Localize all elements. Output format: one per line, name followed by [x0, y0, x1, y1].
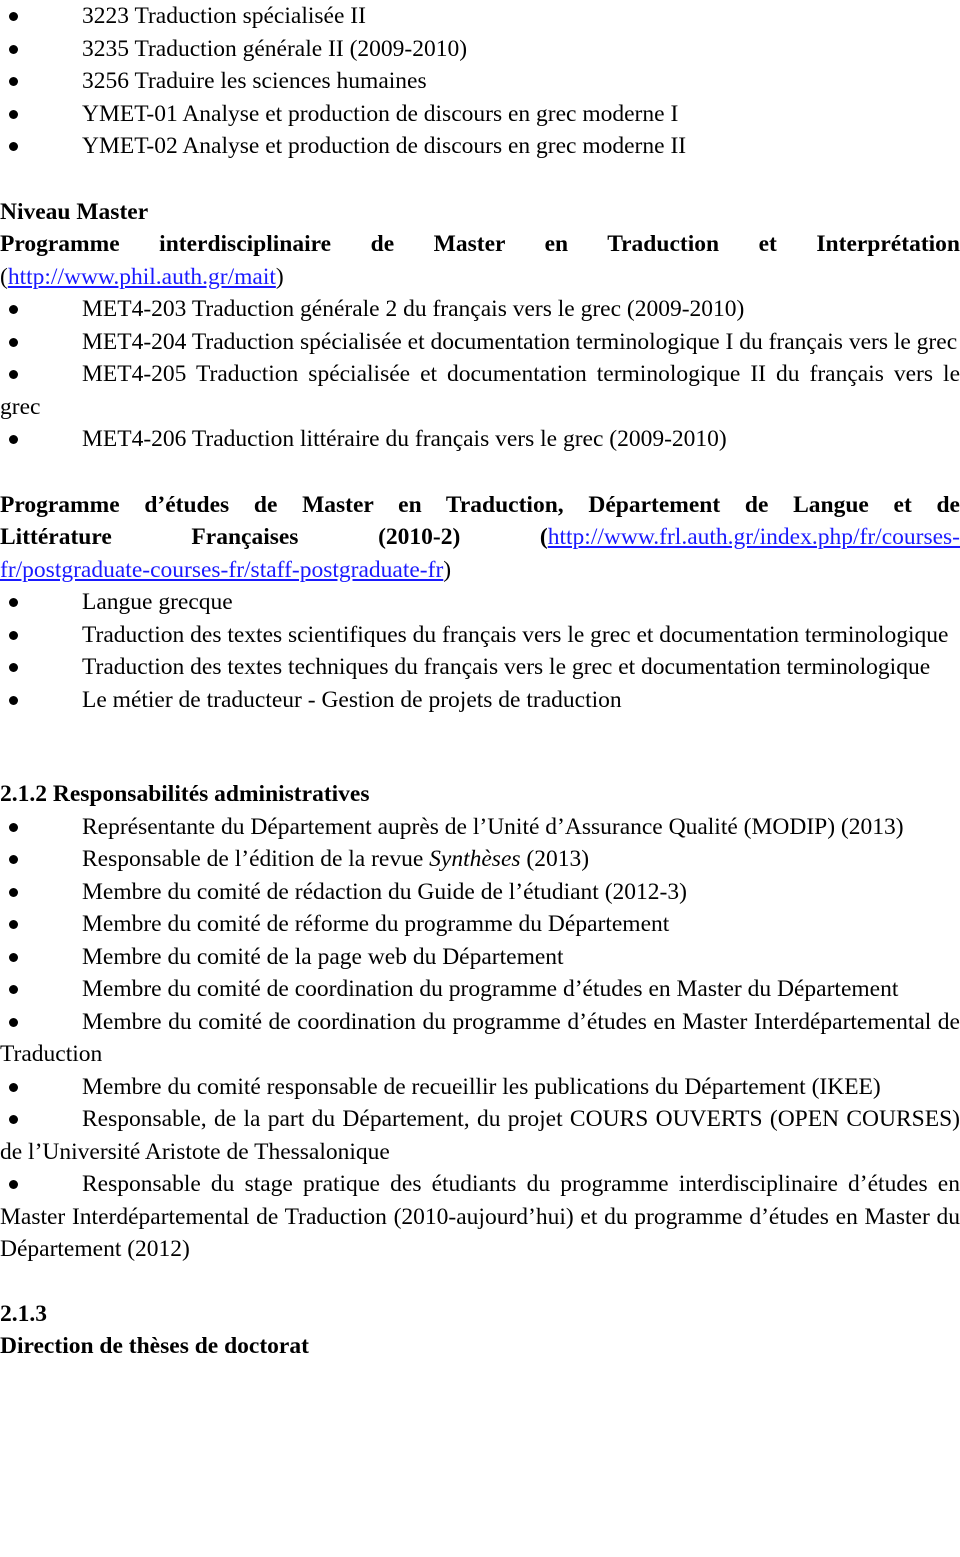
program2-course-list: [0, 586, 960, 716]
bullet-icon: [9, 142, 18, 151]
bullet-icon: [9, 888, 18, 897]
list-item: YMET-02 Analyse et production de discours en grec moderne II: [0, 130, 960, 163]
list-item: Membre du comité de coordination du programme d’études en Master du Département: [0, 973, 960, 1006]
bullet-icon: [9, 77, 18, 86]
bullet-icon: [9, 855, 18, 864]
section-212-heading: 2.1.2 Responsabilités administratives: [0, 781, 370, 807]
program2-title-line2: Littérature Françaises (2010-2) (http://www.frl.auth.gr/index.php/fr/courses-: [0, 524, 960, 550]
bullet-icon: [9, 12, 18, 21]
list-item: Membre du comité de coordination du programme d’études en Master Interdépartemental de Traduction: [0, 1008, 960, 1067]
bullet-icon: [9, 920, 18, 929]
program2-link-part2[interactable]: fr/postgraduate-courses-fr/staff-postgraduate-fr: [0, 556, 444, 583]
bullet-icon: [9, 1083, 18, 1092]
list-item: Membre du comité responsable de recueillir les publications du Département (IKEE): [0, 1071, 960, 1104]
program2-link-part1[interactable]: http://www.frl.auth.gr/index.php/fr/courses-: [547, 524, 960, 550]
revue-title: Synthèses: [429, 846, 521, 872]
spacer: [0, 716, 960, 778]
list-item: 3256 Traduire les sciences humaines: [0, 65, 960, 98]
bullet-icon: [9, 985, 18, 994]
bullet-icon: [9, 45, 18, 54]
list-item: Traduction des textes scientifiques du français vers le grec et documentation terminologique: [0, 619, 960, 652]
bullet-icon: [9, 953, 18, 962]
list-item: Membre du comité de rédaction du Guide de l’étudiant (2012-3): [0, 876, 960, 909]
bullet-icon: [9, 598, 18, 607]
program1-title: Programme interdisciplinaire de Master en Traduction et Interprétation: [0, 231, 960, 257]
list-item: Le métier de traducteur - Gestion de projets de traduction: [0, 684, 960, 717]
list-item: YMET-01 Analyse et production de discours en grec moderne I: [0, 98, 960, 131]
list-item: Membre du comité de réforme du programme du Département: [0, 908, 960, 941]
list-item: MET4-204 Traduction spécialisée et documentation terminologique I du français vers le grec: [0, 326, 960, 359]
bullet-icon: [9, 631, 18, 640]
list-item: MET4-203 Traduction générale 2 du français vers le grec (2009-2010): [0, 293, 960, 326]
bullet-icon: [9, 696, 18, 705]
list-item: Responsable, de la part du Département, du projet COURS OUVERTS (OPEN COURSES) de l’Université Aristote de Thessalonique: [0, 1106, 960, 1165]
bullet-icon: [9, 110, 18, 119]
list-item: 3235 Traduction générale II (2009-2010): [0, 33, 960, 66]
bullet-icon: [9, 1180, 18, 1189]
list-item: MET4-205 Traduction spécialisée et documentation terminologique II du français vers le grec: [0, 361, 960, 420]
spacer: [0, 163, 960, 196]
list-item: Traduction des textes techniques du français vers le grec et documentation terminologique: [0, 651, 960, 684]
responsibilities-list: [0, 811, 960, 1266]
list-item: Membre du comité de la page web du Département: [0, 941, 960, 974]
program1-link[interactable]: http://www.phil.auth.gr/mait: [7, 263, 276, 290]
spacer: [0, 456, 960, 489]
program2-title-line1: Programme d’études de Master en Traduction, Département de Langue et de: [0, 491, 960, 518]
list-item: Langue grecque: [0, 586, 960, 619]
list-item: 3223 Traduction spécialisée II: [0, 0, 960, 33]
program1-link-line: (http://www.phil.auth.gr/mait): [0, 263, 284, 290]
bullet-icon: [9, 338, 18, 347]
bullet-icon: [9, 305, 18, 314]
bullet-icon: [9, 663, 18, 672]
section-213-number: 2.1.3: [0, 1300, 47, 1327]
spacer: [0, 1266, 960, 1298]
bullet-icon: [9, 435, 18, 444]
section-213-heading: Direction de thèses de doctorat: [0, 1333, 309, 1359]
list-item: MET4-206 Traduction littéraire du français vers le grec (2009-2010): [0, 423, 960, 456]
course-list-top: [0, 0, 960, 163]
program2-link-line: fr/postgraduate-courses-fr/staff-postgraduate-fr): [0, 556, 452, 583]
bullet-icon: [9, 1115, 18, 1124]
list-item: Représentante du Département auprès de l’Unité d’Assurance Qualité (MODIP) (2013): [0, 811, 960, 844]
bullet-icon: [9, 823, 18, 832]
list-item: Responsable de l’édition de la revue Synthèses (2013): [0, 843, 960, 876]
master-heading: Niveau Master: [0, 198, 149, 225]
program1-course-list: [0, 293, 960, 456]
bullet-icon: [9, 1018, 18, 1027]
bullet-icon: [9, 370, 18, 379]
list-item: Responsable du stage pratique des étudiants du programme interdisciplinaire d’études en Master Interdépartemental de Traduction (2010-aujourd’hui) et du programme d’études en Master du Département (2012): [0, 1171, 960, 1262]
